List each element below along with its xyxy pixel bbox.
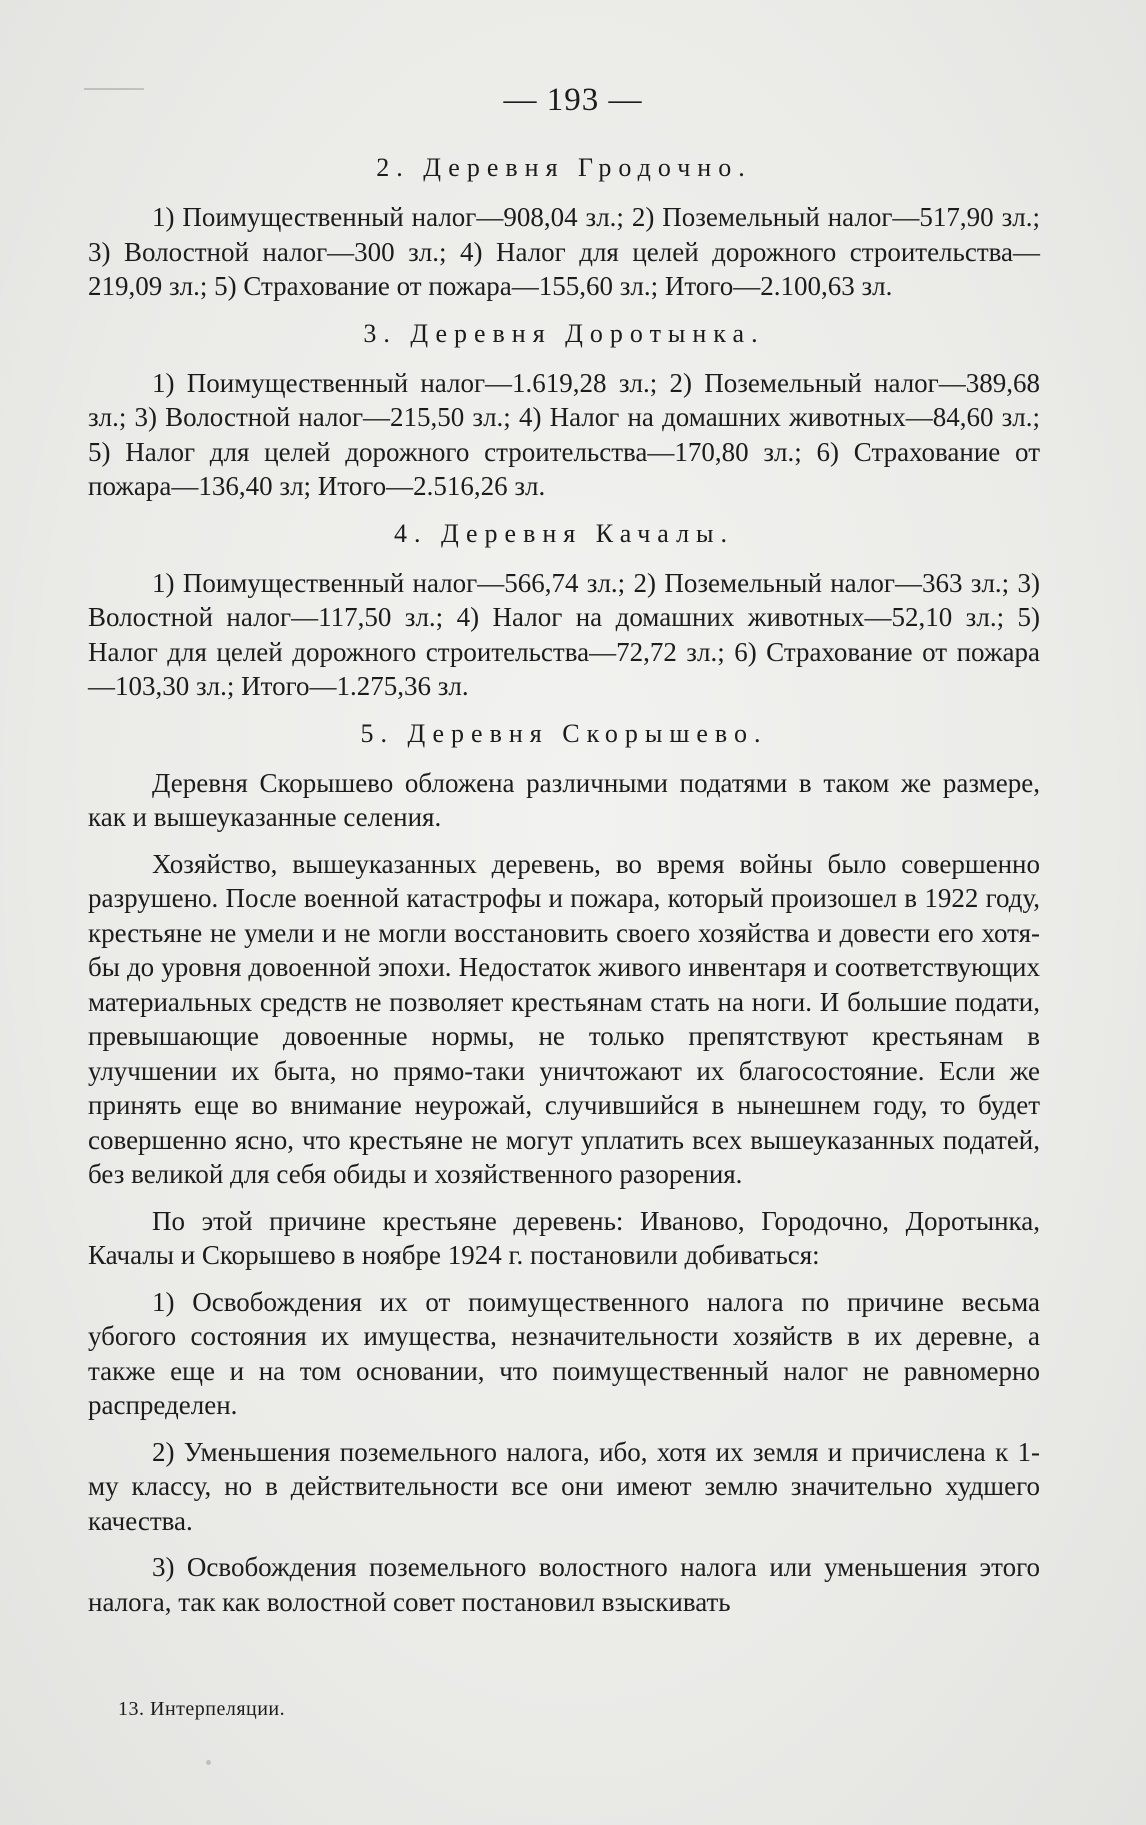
page-number: — 193 — [503,82,643,118]
section-heading: 2. Деревня Гродочно. [376,153,752,182]
paragraph: Хозяйство, вышеуказанных деревень, во время войны было совершенно разрушено. После военной катастрофы и пожара, который произошел в 1922 году, крестьяне не умели и не могли восстановить своего хозяйства и довести его хотя-бы до уровня довоенной эпохи. Недостаток живого инвентаря и соответствующих материальных средств не позволяет крестьянам стать на ноги. И большие подати, превышающие довоенные нормы, не только препятствуют крестьянам в улучшении их быта, но прямо-таки уничтожают их благосостояние. Если же принять еще во внимание неурожай, случившийся в нынешнем году, то будет совершенно ясно, что крестьяне не могут уплатить всех вышеуказанных податей, без великой для себя обиды и хозяйственного разорения. [88,848,1040,1189]
section-heading: 3. Деревня Доротынка. [363,318,765,348]
paragraph: 1) Освобождения их от поимущественного налога по причине весьма убогого состояния их имущества, незначительности хозяйств в их деревне, а также еще и на том основании, что поимущественный налог не равномерно распределен. [88,1286,1040,1420]
scan-speck [206,1760,211,1765]
section-kachaly [88,516,1040,704]
document-body [88,150,1040,1631]
paragraph: 3) Освобождения поземельного волостного налога или уменьшения этого налога, так как волостной совет постановил взыскивать [88,1552,1040,1617]
paragraph: 2) Уменьшения поземельного налога, ибо, хотя их земля и причислена к 1-му классу, но в действительности все они имеют землю значительно худшего качества. [88,1436,1040,1536]
paragraph: 1) Поимущественный налог—908,04 зл.; 2) Поземельный налог—517,90 зл.; 3) Волостной налог—300 зл.; 4) Налог для целей дорожного строительства—219,09 зл.; 5) Страхование от пожара—155,60 зл.; Итого—2.100,63 зл. [88,202,1040,301]
paragraph: По этой причине крестьяне деревень: Иваново, Городочно, Доротынка, Качалы и Скорышево в ноябре 1924 г. постановили добиваться: [88,1205,1040,1270]
section-skoryshevo [88,716,1040,1620]
section-dorotynka [88,316,1040,504]
section-heading: 5. Деревня Скорышево. [360,718,768,748]
paragraph: 1) Поимущественный налог—566,74 зл.; 2) Поземельный налог—363 зл.; 3) Волостной налог—117,50 зл.; 4) Налог на домашних животных—52,10 зл.; 5) Налог для целей дорожного строительства—72,72 зл.; 6) Страхование от пожара—103,30 зл.; Итого—1.275,36 зл. [88,567,1040,701]
footer-signature: 13. Интерпеляции. [118,1698,286,1720]
paragraph: 1) Поимущественный налог—1.619,28 зл.; 2) Поземельный налог—389,68 зл.; 3) Волостной налог—215,50 зл.; 4) Налог на домашних животных—84,60 зл.; 5) Налог для целей дорожного строительства—170,80 зл.; 6) Страхование от пожара—136,40 зл; Итого—2.516,26 зл. [88,367,1040,501]
section-heading: 4. Деревня Качалы. [393,518,735,548]
paragraph: Деревня Скорышево обложена различными податями в таком же размере, как и вышеуказанные селения. [88,767,1040,832]
section-gorodochno [88,150,1040,304]
